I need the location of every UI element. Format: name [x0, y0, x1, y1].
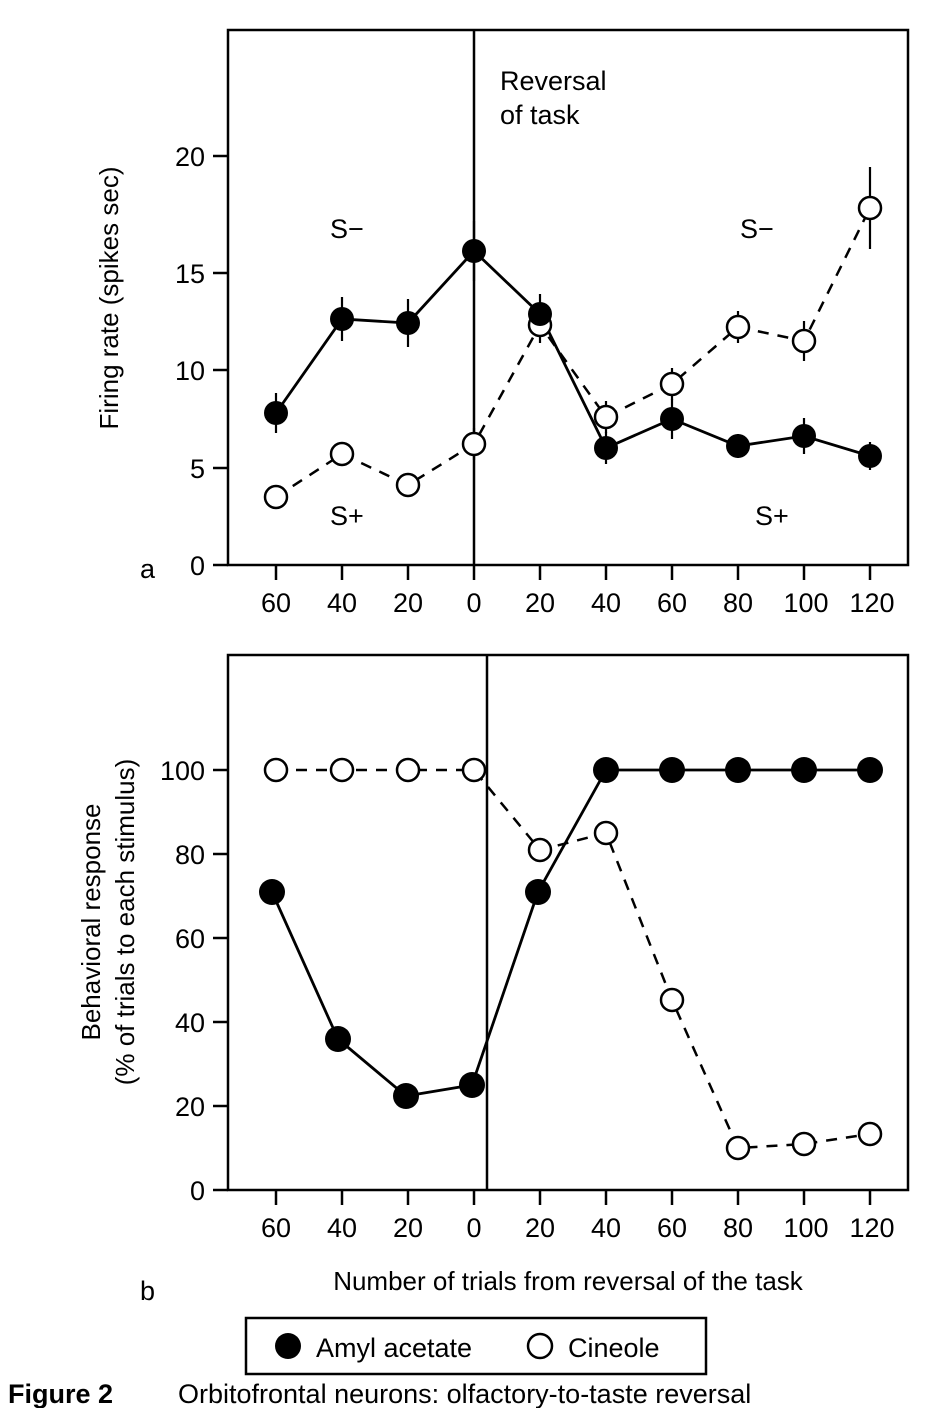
panel-b-xtick-9: 120	[849, 1213, 895, 1243]
panel-b-letter: b	[140, 1276, 156, 1306]
panel-b-x-axis-label: Number of trials from reversal of the task	[333, 1266, 803, 1296]
legend-open-circle-icon	[528, 1334, 552, 1358]
panel-a-amyl-errorbars	[276, 221, 870, 470]
panel-a-y-axis-label: Firing rate (spikes sec)	[94, 166, 124, 430]
panel-a-annotation-reversal: Reversal	[500, 66, 607, 96]
panel-b-x-ticks	[276, 1190, 870, 1205]
panel-a-annotation-sminus-right: S−	[740, 214, 774, 244]
panel-b-xtick-2: 20	[392, 1213, 424, 1243]
legend-label-amyl-acetate: Amyl acetate	[316, 1333, 473, 1363]
panel-b-xtick-1: 40	[326, 1213, 358, 1243]
panel-b-xtick-3: 0	[466, 1213, 482, 1243]
caption-label: Figure 2	[8, 1379, 114, 1408]
panel-a-annotation-oftask: of task	[500, 100, 580, 130]
legend	[246, 1318, 706, 1374]
panel-a-xtick-4: 20	[524, 588, 556, 618]
panel-b-cineole-markers	[265, 759, 881, 1159]
panel-a-ytick-15: 15	[174, 259, 205, 289]
panel-b-xtick-4: 20	[524, 1213, 556, 1243]
panel-a	[94, 30, 908, 618]
panel-b-y-axis-label-line1: Behavioral response	[76, 803, 106, 1041]
panel-a-annotation-sminus-left: S−	[330, 214, 364, 244]
panel-a-x-ticks	[276, 565, 870, 580]
panel-a-series-amyl-line	[276, 251, 870, 456]
panel-a-amyl-markers	[264, 239, 882, 468]
panel-a-annotation-splus-left: S+	[330, 501, 364, 531]
panel-b-xtick-5: 40	[590, 1213, 622, 1243]
panel-a-letter: a	[140, 554, 156, 584]
figure-caption	[8, 1379, 751, 1408]
panel-a-y-ticks	[213, 156, 228, 565]
panel-a-annotation-splus-right: S+	[755, 501, 789, 531]
panel-a-ytick-10: 10	[174, 356, 205, 386]
panel-a-cineole-errorbars	[276, 167, 870, 509]
panel-a-xtick-2: 20	[392, 588, 424, 618]
panel-b-xtick-0: 60	[260, 1213, 292, 1243]
panel-b-plot-frame	[228, 655, 908, 1190]
panel-a-ytick-0: 0	[189, 551, 205, 581]
caption-text: Orbitofrontal neurons: olfactory-to-taste reversal	[178, 1379, 752, 1408]
panel-b-series-amyl-line	[272, 770, 870, 1096]
panel-b-ytick-60: 60	[174, 924, 205, 954]
panel-b-xtick-6: 60	[656, 1213, 688, 1243]
legend-filled-circle-icon	[275, 1333, 301, 1359]
panel-b-ytick-0: 0	[189, 1176, 205, 1206]
panel-a-xtick-9: 120	[849, 588, 895, 618]
panel-b-ytick-100: 100	[159, 756, 205, 786]
panel-a-ytick-20: 20	[174, 142, 205, 172]
panel-b	[76, 655, 908, 1306]
panel-a-xtick-8: 100	[783, 588, 829, 618]
panel-a-series-cineole-line	[276, 208, 870, 497]
panel-b-amyl-markers	[259, 757, 883, 1109]
panel-a-xtick-6: 60	[656, 588, 688, 618]
panel-a-ytick-5: 5	[189, 454, 205, 484]
legend-label-cineole: Cineole	[568, 1333, 660, 1363]
panel-a-xtick-0: 60	[260, 588, 292, 618]
panel-a-xtick-1: 40	[326, 588, 358, 618]
panel-a-xtick-7: 80	[722, 588, 754, 618]
panel-b-ytick-40: 40	[174, 1008, 205, 1038]
panel-b-xtick-7: 80	[722, 1213, 754, 1243]
panel-b-y-axis-label-line2: (% of trials to each stimulus)	[110, 758, 140, 1086]
panel-a-xtick-3: 0	[466, 588, 482, 618]
panel-b-xtick-8: 100	[783, 1213, 829, 1243]
panel-b-ytick-80: 80	[174, 840, 205, 870]
panel-b-ytick-20: 20	[174, 1092, 205, 1122]
panel-b-y-ticks	[213, 770, 228, 1190]
panel-a-xtick-5: 40	[590, 588, 622, 618]
